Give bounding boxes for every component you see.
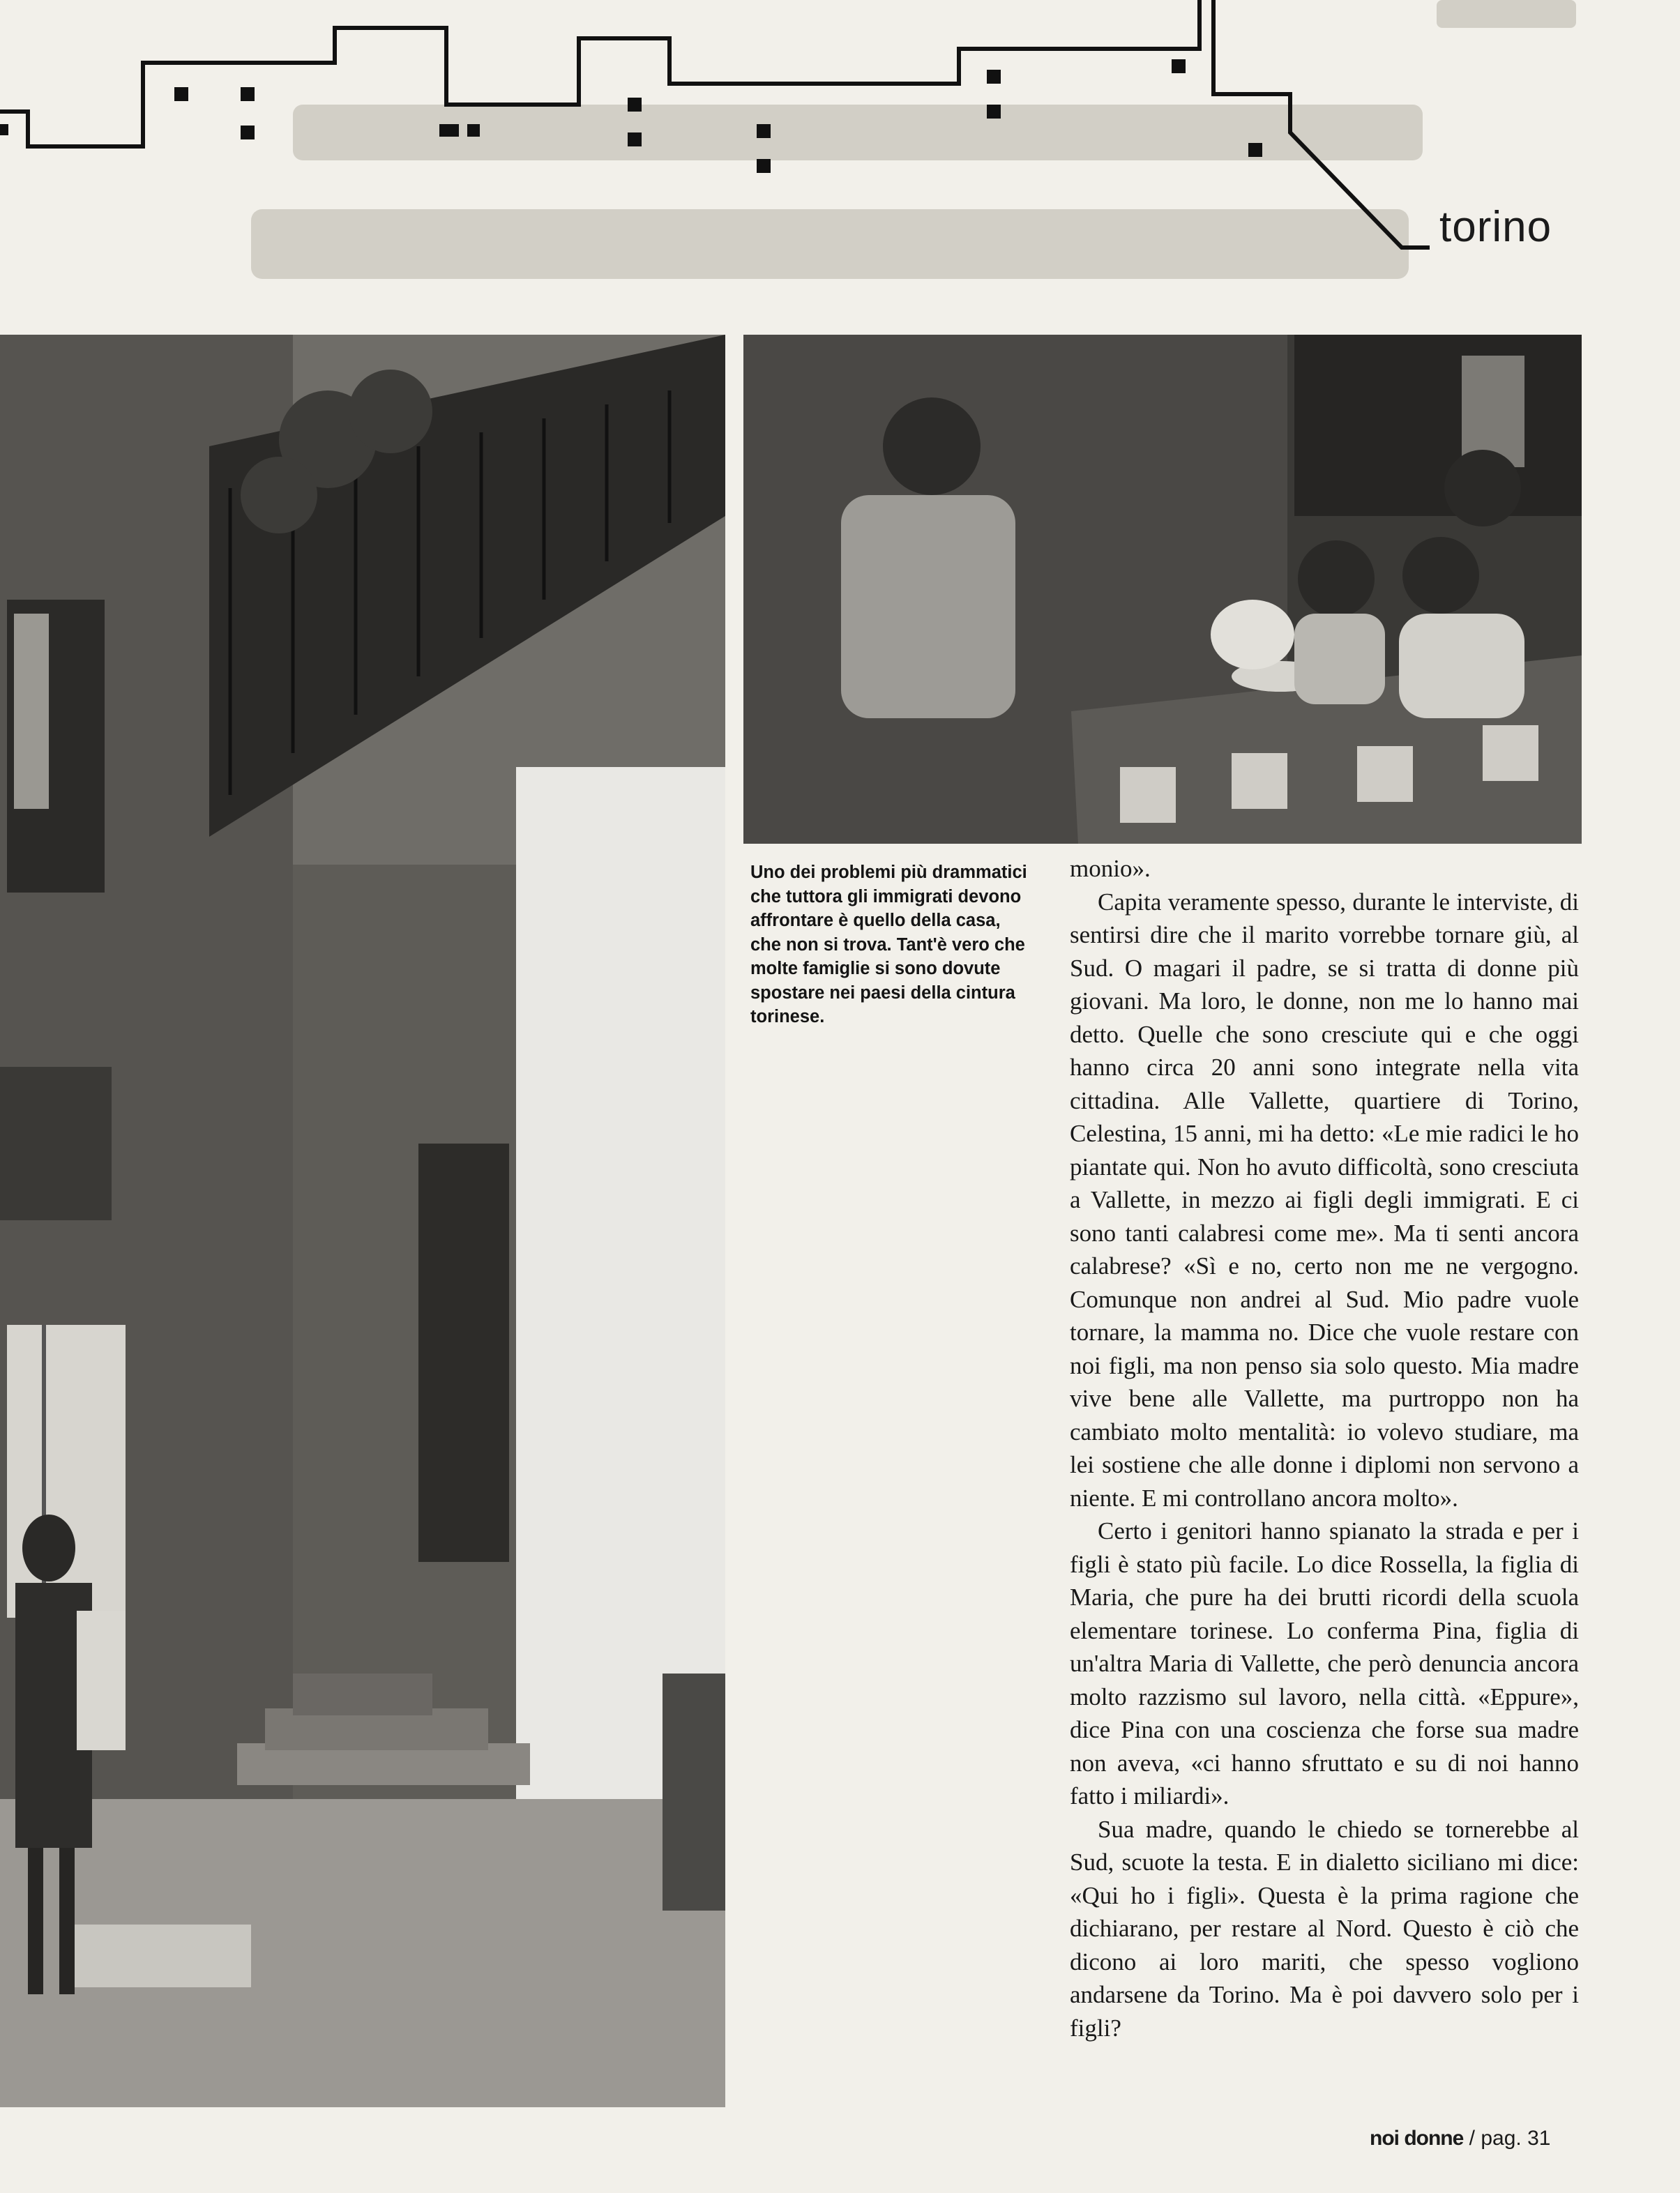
- courtyard-photo: [0, 335, 725, 2107]
- magazine-name: noi donne: [1370, 2127, 1464, 2150]
- article-paragraph: monio».: [1070, 855, 1151, 882]
- page-footer: [1370, 2127, 1550, 2150]
- footer-separator: /: [1469, 2127, 1475, 2150]
- family-photo: [743, 335, 1582, 844]
- article-paragraph: Sua madre, quando le chiedo se tornerebbe al Sud, scuote la testa. E in dialetto siciliano mi dice: «Qui ho i figli». Questa è la prima ragione che dichiarano, per restare al Nord. Questo è ciò che dicono ai loro mariti, che spesso vogliono andarsene da Torino. Ma è poi davvero solo per i figli?: [1070, 1815, 1579, 2042]
- photo-caption: Uno dei problemi più drammatici che tuttora gli immigrati devono affrontare è quello della casa, che non si trova. Tant'è vero che molte famiglie si sono dovute spostare nei paesi della cintura torinese.: [750, 863, 1027, 1026]
- article-body: [1070, 852, 1579, 2044]
- show-through-lettering: [251, 0, 1576, 279]
- article-paragraph: Capita veramente spesso, durante le interviste, di sentirsi dire che il marito vorrebbe tornare giù, al Sud. O magari il padre, se si tratta di donne più giovani. Ma loro, le donne, non me lo hanno mai detto. Quelle che sono cresciute qui e che oggi hanno circa 20 anni sono integrate nella vita cittadina. Alle Vallette, quartiere di Torino, Celestina, 15 anni, mi ha detto: «Le mie radici le ho piantate qui. Non ho avuto difficoltà, sono cresciuta a Vallette, in mezzo ai figli degli immigrati. E ci sono tanti calabresi come me». Ma ti senti ancora calabrese? «Sì e no, certo non me ne vergogno. Comunque non andrei al Sud. Mio padre vuole tornare, la mamma no. Dice che vuole restare con noi figli, ma non penso sia solo questo. Mia madre vive bene alle Vallette, ma purtroppo non ha cambiato molto mentalità: io volevo studiare, ma lei sostiene che alle donne i diplomi non servono a niente. E mi controllano ancora molto».: [1070, 888, 1579, 1512]
- article-paragraph: Certo i genitori hanno spianato la strada e per i figli è stato più facile. Lo dice Rossella, la figlia di Maria, che pure ha dei brutti ricordi della scuola elementare torinese. Lo conferma Pina, figlia di un'altra Maria di Vallette, che però denuncia ancora molto razzismo sul lavoro, nella città. «Eppure», dice Pina con una coscienza che forse sua madre non aveva, «ci hanno sfruttato e su di noi hanno fatto i miliardi».: [1070, 1517, 1579, 1809]
- section-tag: torino: [1439, 203, 1552, 251]
- skyline-illustration: [0, 0, 1680, 328]
- page-number: pag. 31: [1481, 2127, 1551, 2150]
- skyline-header: [0, 0, 1680, 328]
